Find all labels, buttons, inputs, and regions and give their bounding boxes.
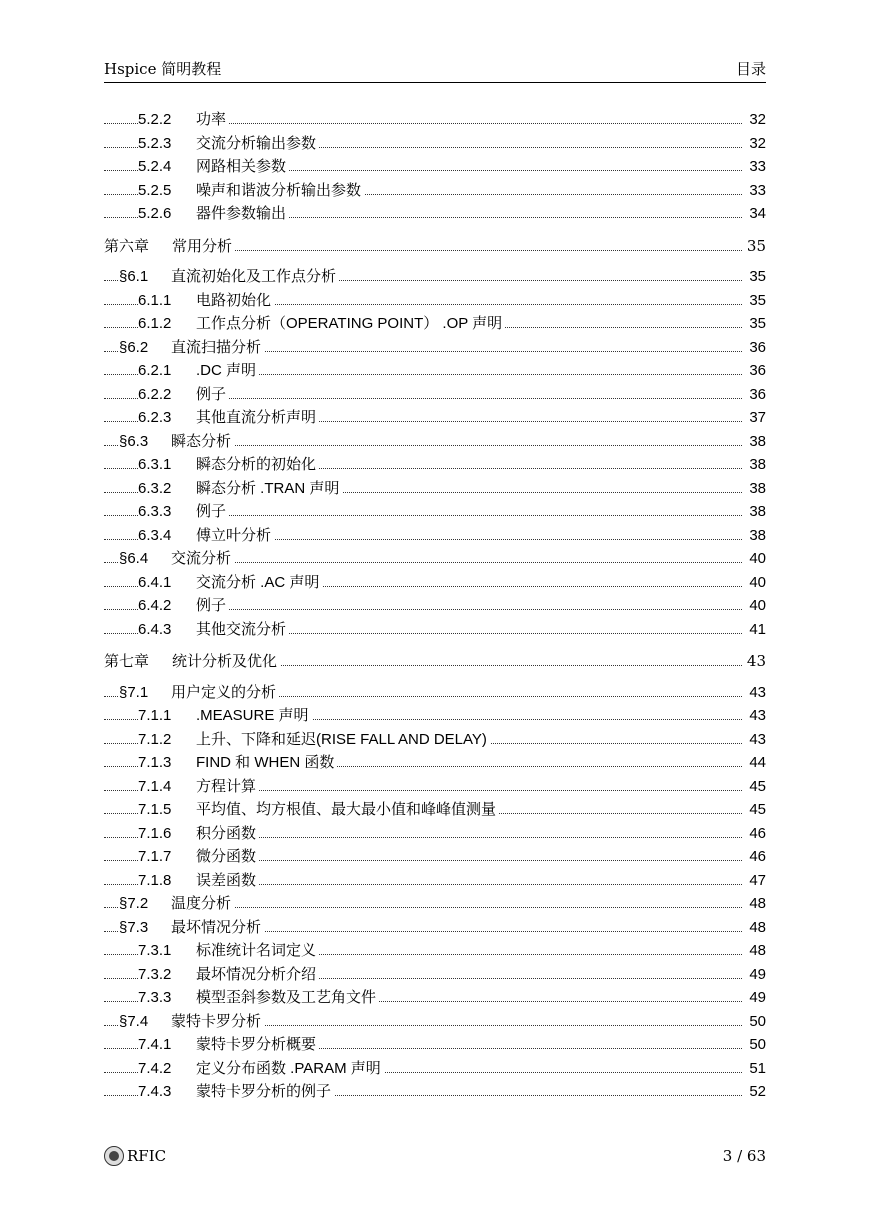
toc-entry-page: 34 (746, 202, 766, 226)
toc-entry-number: 7.3.2 (138, 965, 172, 983)
toc-entry-number: 7.1.2 (138, 730, 172, 748)
toc-entry-text (138, 453, 319, 477)
toc-entry-title: 最坏情况分析介绍 (196, 965, 317, 983)
toc-entry-text (119, 1010, 264, 1034)
toc-entry-page: 35 (746, 289, 766, 313)
toc-entry[interactable] (104, 202, 766, 226)
toc-entry-title: 噪声和谐波分析输出参数 (196, 181, 362, 199)
toc-entry-title: 微分函数 (196, 848, 257, 865)
toc-entry-number: §7.2 (119, 895, 149, 912)
toc-entry-title: 温度分析 (171, 895, 232, 912)
toc-entry-text (138, 618, 289, 642)
toc-entry[interactable] (104, 892, 766, 916)
toc-entry-number: 7.4.2 (138, 1059, 172, 1077)
toc-entry-text (138, 869, 259, 893)
section-title: 目录 (735, 60, 766, 78)
toc-entry[interactable] (104, 751, 766, 775)
toc-entry[interactable] (104, 618, 766, 642)
toc-entry-number: 7.4.3 (138, 1083, 172, 1100)
toc-entry-page: 47 (746, 869, 766, 893)
toc-entry-number: 6.3.4 (138, 526, 172, 544)
toc-entry-page: 48 (746, 916, 766, 940)
toc-entry[interactable] (104, 265, 766, 289)
toc-entry-text (138, 775, 259, 799)
toc-entry-page: 45 (746, 775, 766, 799)
toc-entry-text (138, 155, 289, 179)
page-header (104, 56, 766, 83)
toc-entry-text (138, 822, 259, 846)
toc-entry-text (119, 430, 234, 454)
toc-entry-number: 7.1.7 (138, 848, 172, 865)
toc-entry[interactable] (104, 916, 766, 940)
toc-entry[interactable] (104, 963, 766, 987)
toc-entry-text (119, 681, 279, 705)
toc-entry[interactable] (104, 336, 766, 360)
toc-entry-number: 6.2.3 (138, 409, 172, 426)
page-number: 3 / 63 (722, 1147, 766, 1165)
toc-entry-title: 瞬态分析的初始化 (196, 456, 317, 473)
toc-entry[interactable] (104, 155, 766, 179)
footer-brand: RFIC (127, 1147, 167, 1165)
toc-entry-title: 用户定义的分析 (171, 683, 277, 701)
toc-entry-page: 38 (746, 477, 766, 501)
toc-entry-number: 6.3.1 (138, 456, 172, 473)
toc-entry[interactable] (104, 430, 766, 454)
toc-entry-text (138, 1033, 319, 1057)
toc-entry-page: 40 (746, 594, 766, 618)
toc-entry-page: 38 (746, 453, 766, 477)
toc-entry-number: 6.3.3 (138, 503, 172, 520)
toc-entry-page: 45 (746, 798, 766, 822)
toc-entry-number: 7.3.1 (138, 942, 172, 959)
toc-entry-title: 蒙特卡罗分析概要 (196, 1036, 317, 1053)
toc-entry-page: 38 (746, 500, 766, 524)
toc-entry-page: 43 (744, 650, 766, 674)
toc-entry-title: .DC 声明 (196, 362, 257, 379)
toc-entry-text (138, 179, 364, 203)
toc-entry-title: 统计分析及优化 (172, 652, 278, 670)
toc-entry-text (138, 963, 319, 987)
toc-entry-page: 48 (746, 939, 766, 963)
toc-entry-title: 模型歪斜参数及工艺角文件 (196, 989, 377, 1006)
toc-entry-text (104, 650, 280, 674)
toc-entry-text (138, 1080, 334, 1104)
toc-entry-page: 35 (746, 312, 766, 336)
toc-entry-number: 6.2.2 (138, 385, 172, 403)
toc-entry-title: 器件参数输出 (196, 205, 287, 222)
toc-entry-title: 电路初始化 (196, 291, 272, 309)
toc-entry-text (138, 986, 379, 1010)
toc-entry-text (138, 571, 322, 595)
toc-entry[interactable] (104, 869, 766, 893)
toc-entry-title: 工作点分析（OPERATING POINT） .OP 声明 (196, 315, 503, 332)
toc-entry-title: FIND 和 WHEN 函数 (196, 754, 335, 771)
toc-entry-number: 6.4.1 (138, 573, 172, 591)
toc-entry-title: 例子 (196, 597, 227, 614)
toc-entry-text (138, 312, 505, 336)
toc-entry-text (119, 547, 234, 571)
toc-entry[interactable] (104, 453, 766, 477)
toc-entry-number: §6.2 (119, 338, 149, 356)
toc-entry[interactable] (104, 1057, 766, 1081)
toc-entry[interactable] (104, 594, 766, 618)
toc-entry-page: 32 (746, 132, 766, 156)
toc-entry-page: 50 (746, 1033, 766, 1057)
toc-entry[interactable] (104, 235, 766, 259)
toc-entry-text (138, 406, 319, 430)
toc-entry[interactable] (104, 939, 766, 963)
toc-entry[interactable] (104, 500, 766, 524)
toc-entry-number: §7.4 (119, 1012, 149, 1030)
toc-entry-page: 52 (746, 1080, 766, 1104)
toc-entry-number: 6.2.1 (138, 362, 172, 379)
toc-entry-number: 第七章 (104, 652, 150, 670)
toc-entry-title: 瞬态分析 (171, 432, 232, 450)
toc-entry-title: 例子 (196, 503, 227, 520)
toc-entry[interactable] (104, 312, 766, 336)
toc-entry-title: 上升、下降和延迟(RISE FALL AND DELAY) (196, 730, 487, 748)
toc-entry-title: 交流分析 .AC 声明 (196, 573, 320, 591)
toc-entry-page: 32 (746, 108, 766, 132)
toc-entry[interactable] (104, 650, 766, 674)
toc-entry-title: 方程计算 (196, 777, 257, 795)
toc-entry[interactable] (104, 571, 766, 595)
document-title: Hspice 简明教程 (104, 60, 222, 78)
toc-entry[interactable] (104, 477, 766, 501)
toc-entry-page: 50 (746, 1010, 766, 1034)
toc-entry-title: 其他直流分析声明 (196, 409, 317, 426)
toc-entry-number: 5.2.5 (138, 181, 172, 199)
toc-entry-title: 误差函数 (196, 871, 257, 889)
toc-entry[interactable] (104, 108, 766, 132)
toc-entry-title: 直流扫描分析 (171, 338, 262, 356)
toc-entry-text (119, 892, 234, 916)
toc-entry-number: 7.1.4 (138, 777, 172, 795)
toc-entry[interactable] (104, 547, 766, 571)
toc-entry-text (138, 359, 259, 383)
toc-entry-number: 7.4.1 (138, 1036, 172, 1053)
toc-entry[interactable] (104, 1080, 766, 1104)
toc-entry-number: 6.3.2 (138, 479, 172, 497)
toc-entry-title: 蒙特卡罗分析的例子 (196, 1083, 332, 1100)
toc-entry[interactable] (104, 1033, 766, 1057)
toc-entry-text (138, 524, 274, 548)
rfic-logo-icon (104, 1146, 124, 1166)
toc-entry-number: 6.1.2 (138, 315, 172, 332)
toc-entry-page: 46 (746, 822, 766, 846)
toc-entry-number: 7.1.6 (138, 824, 172, 842)
toc-entry-number: 7.3.3 (138, 989, 172, 1006)
toc-entry-page: 38 (746, 430, 766, 454)
toc-entry-number: §6.1 (119, 268, 149, 285)
toc-entry-text (138, 704, 312, 728)
toc-entry[interactable] (104, 383, 766, 407)
toc-entry-page: 48 (746, 892, 766, 916)
toc-entry-text (138, 383, 229, 407)
toc-entry-number: 7.1.5 (138, 801, 172, 818)
toc-entry-page: 43 (746, 681, 766, 705)
toc-entry-page: 35 (744, 235, 766, 259)
toc-entry-text (138, 289, 274, 313)
toc-entry-text (138, 728, 490, 752)
toc-entry-title: 功率 (196, 111, 227, 128)
toc-entry-page: 40 (746, 571, 766, 595)
toc-entry-title: 直流初始化及工作点分析 (171, 268, 337, 285)
toc-entry-title: 例子 (196, 385, 227, 403)
toc-entry-page: 38 (746, 524, 766, 548)
toc-entry-title: 其他交流分析 (196, 620, 287, 638)
toc-entry-page: 36 (746, 336, 766, 360)
toc-entry-title: 傅立叶分析 (196, 526, 272, 544)
toc-entry-page: 46 (746, 845, 766, 869)
toc-entry-title: 交流分析输出参数 (196, 134, 317, 152)
toc-entry-number: 6.4.2 (138, 597, 172, 614)
toc-entry-page: 36 (746, 359, 766, 383)
toc-entry-number: 第六章 (104, 236, 150, 255)
toc-entry-title: .MEASURE 声明 (196, 707, 309, 724)
toc-entry-text (138, 477, 342, 501)
toc-entry-page: 37 (746, 406, 766, 430)
toc-entry[interactable] (104, 681, 766, 705)
toc-entry-title: 蒙特卡罗分析 (171, 1012, 262, 1030)
toc-entry[interactable] (104, 704, 766, 728)
toc-entry[interactable] (104, 406, 766, 430)
toc-entry-number: 7.1.8 (138, 871, 172, 889)
toc-entry-text (119, 336, 264, 360)
toc-entry-text (138, 202, 289, 226)
toc-entry-number: 7.1.1 (138, 707, 172, 724)
toc-entry-number: 5.2.4 (138, 158, 172, 175)
toc-entry[interactable] (104, 289, 766, 313)
toc-entry[interactable] (104, 798, 766, 822)
toc-entry-page: 33 (746, 179, 766, 203)
toc-entry-page: 35 (746, 265, 766, 289)
toc-entry-title: 定义分布函数 .PARAM 声明 (196, 1059, 381, 1077)
toc-entry-title: 最坏情况分析 (171, 918, 262, 936)
toc-entry-text (119, 265, 339, 289)
toc-entry-page: 51 (746, 1057, 766, 1081)
toc-entry-text (138, 132, 319, 156)
toc-entry-text (104, 235, 235, 259)
toc-entry-number: 6.1.1 (138, 291, 172, 309)
toc-entry-text (138, 108, 229, 132)
toc-entry[interactable] (104, 775, 766, 799)
toc-entry-page: 43 (746, 704, 766, 728)
toc-entry[interactable] (104, 359, 766, 383)
toc-entry-number: 5.2.6 (138, 205, 172, 222)
toc-entry[interactable] (104, 728, 766, 752)
toc-entry-page: 49 (746, 963, 766, 987)
toc-entry-number: 7.1.3 (138, 754, 172, 771)
toc-entry[interactable] (104, 1010, 766, 1034)
toc-entry[interactable] (104, 524, 766, 548)
toc-entry-title: 网路相关参数 (196, 158, 287, 175)
toc-entry-text (138, 798, 499, 822)
toc-entry-text (138, 500, 229, 524)
toc-entry[interactable] (104, 986, 766, 1010)
toc-entry[interactable] (104, 822, 766, 846)
toc-entry-number: 6.4.3 (138, 620, 172, 638)
toc-entry-title: 交流分析 (171, 550, 232, 567)
table-of-contents (104, 108, 766, 1104)
toc-entry-title: 标准统计名词定义 (196, 942, 317, 959)
toc-entry-number: §7.3 (119, 918, 149, 936)
toc-entry-page: 43 (746, 728, 766, 752)
toc-entry-text (138, 594, 229, 618)
toc-entry-page: 44 (746, 751, 766, 775)
toc-entry-page: 41 (746, 618, 766, 642)
toc-entry-text (119, 916, 264, 940)
toc-entry-number: §7.1 (119, 683, 149, 701)
toc-entry-number: §6.3 (119, 432, 149, 450)
toc-entry-text (138, 1057, 384, 1081)
toc-entry[interactable] (104, 179, 766, 203)
toc-entry-title: 平均值、均方根值、最大最小值和峰峰值测量 (196, 801, 497, 818)
toc-entry-title: 常用分析 (172, 236, 233, 255)
toc-entry-page: 49 (746, 986, 766, 1010)
toc-entry-text (138, 845, 259, 869)
toc-entry-text (138, 939, 319, 963)
toc-entry-text (138, 751, 337, 775)
toc-entry-title: 瞬态分析 .TRAN 声明 (196, 479, 340, 497)
toc-entry-number: §6.4 (119, 550, 149, 567)
toc-entry-page: 33 (746, 155, 766, 179)
toc-entry-number: 5.2.2 (138, 111, 172, 128)
toc-entry-title: 积分函数 (196, 824, 257, 842)
toc-entry-number: 5.2.3 (138, 134, 172, 152)
toc-entry[interactable] (104, 845, 766, 869)
toc-entry-page: 40 (746, 547, 766, 571)
page-footer (104, 1146, 766, 1168)
toc-entry-page: 36 (746, 383, 766, 407)
toc-entry[interactable] (104, 132, 766, 156)
